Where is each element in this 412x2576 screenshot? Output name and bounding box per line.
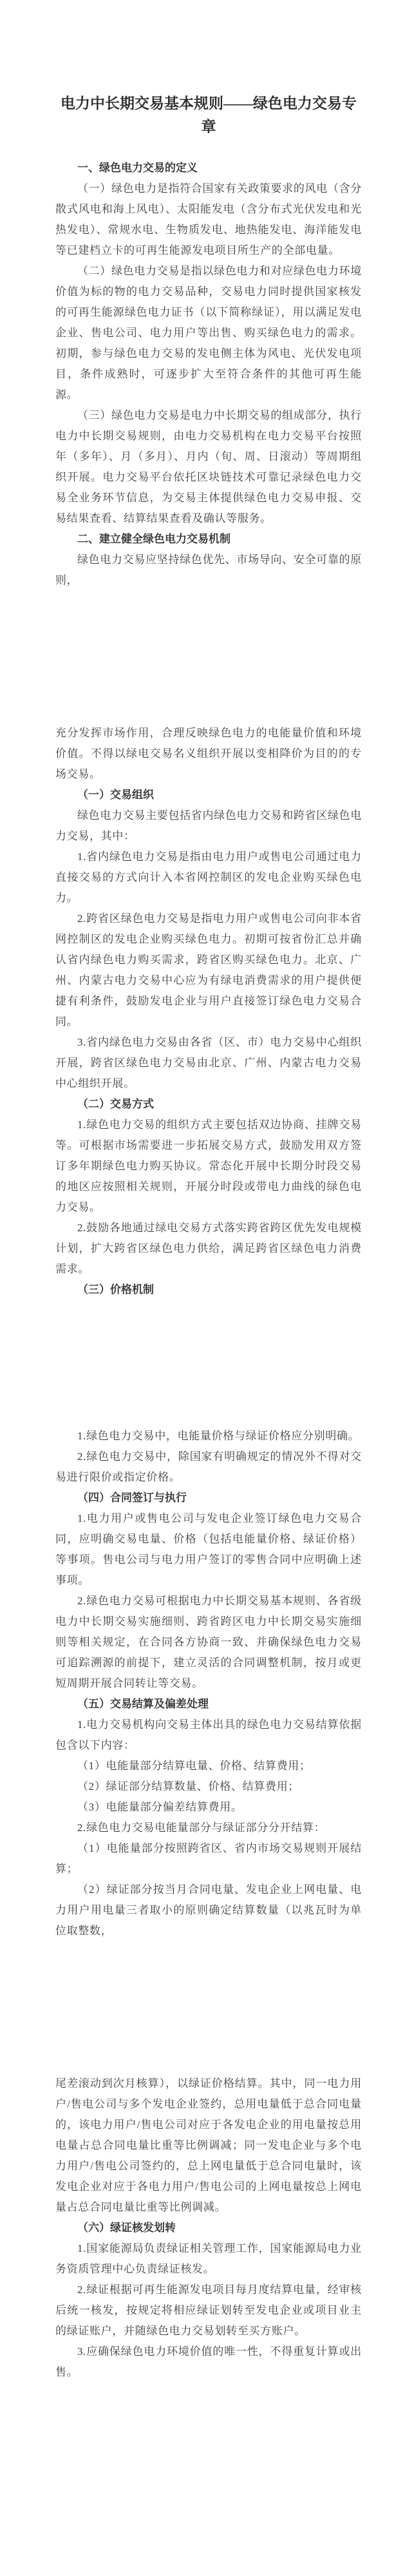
paragraph: 2.绿色电力交易可根据电力中长期交易基本规则、各省级电力中长期交易实施细则、跨省跨区电力中长期交易实施细则等相关规定，在合同各方协商一致、并确保绿色电力交易可追踪溯源的前提下，建立灵活的合同调整机制，按月或更短周期开展合同转让等交易。 <box>55 1595 362 1689</box>
sub-heading: （一）交易组织 <box>77 789 154 801</box>
content-gap <box>55 1300 362 1426</box>
paragraph: （1）电能量部分结算电量、价格、结算费用； <box>77 1760 311 1772</box>
section-heading: 二、建立健全绿色电力交易机制 <box>77 533 230 545</box>
paragraph: 2.鼓励各地通过绿电交易方式落实跨省跨区优先发电规模计划，扩大跨省区绿色电力供给，满足跨省区绿色电力消费需求。 <box>55 1222 362 1275</box>
paragraph: 绿色电力交易主要包括省内绿色电力交易和跨省区绿色电力交易，其中： <box>55 809 362 842</box>
paragraph: 3.省内绿色电力交易由各省（区、市）电力交易中心组织开展，跨省区绿色电力交易由北京、广州、内蒙古电力交易中心组织开展。 <box>55 1036 362 1090</box>
paragraph: （一）绿色电力是指符合国家有关政策要求的风电（含分散式风电和海上风电）、太阳能发电（含分布式光伏发电和光热发电）、常规水电、生物质发电、地热能发电、海洋能发电等已建档立卡的可再生能源发电项目所生产的全部电量。 <box>55 182 362 256</box>
paragraph: 2.跨省区绿色电力交易是指电力用户或售电公司向非本省网控制区的发电企业购买绿色电力。初期可按省份汇总并确认省内绿色电力购买需求，跨省区购买绿色电力。北京、广州、内蒙古电力交易中心应为有绿电消费需求的用户提供便捷有利条件，鼓励发电企业与用户直接签订绿色电力交易合同。 <box>55 912 362 1028</box>
content-gap <box>55 1941 362 2073</box>
paragraph: 1.省内绿色电力交易是指由电力用户或售电公司通过电力直接交易的方式向计入本省网控制区的发电企业购买绿色电力。 <box>55 851 362 904</box>
sub-heading: （二）交易方式 <box>77 1098 154 1110</box>
paragraph: 绿色电力交易应坚持绿色优先、市场导向、安全可靠的原则， <box>55 553 362 586</box>
paragraph: 2.绿色电力交易中，除国家有明确规定的情况外不得对交易进行限价或指定价格。 <box>55 1450 362 1483</box>
section-heading: 一、绿色电力交易的定义 <box>77 162 198 174</box>
sub-heading: （六）绿证核发划转 <box>77 2222 176 2234</box>
paragraph: （3）电能量部分偏差结算费用。 <box>77 1801 243 1813</box>
paragraph: （1）电能量部分按照跨省区、省内市场交易规则开展结算； <box>55 1842 362 1875</box>
paragraph: （二）绿色电力交易是指以绿色电力和对应绿色电力环境价值为标的物的电力交易品种，交易电力同时提供国家核发的可再生能源绿色电力证书（以下简称绿证），用以满足发电企业、售电公司、电力用户等出售、购买绿色电力的需求。初期，参与绿色电力交易的发电侧主体为风电、光伏发电项目，条件成熟时，可逐步扩大至符合条件的其他可再生能源。 <box>55 265 362 401</box>
paragraph: 充分发挥市场作用，合理反映绿色电力的电能量价值和环境价值。不得以绿电交易名义组织开展以变相降价为目的的专场交易。 <box>55 727 362 780</box>
sub-heading: （四）合同签订与执行 <box>77 1492 187 1504</box>
sub-heading: （三）价格机制 <box>77 1283 154 1296</box>
sub-heading: （五）交易结算及偏差处理 <box>77 1698 209 1710</box>
paragraph: 1.国家能源局负责绿证相关管理工作，国家能源局电力业务资质管理中心负责绿证核发。 <box>55 2242 362 2275</box>
paragraph: 2.绿证根据可再生能源发电项目每月度结算电量，经审核后统一核发，按规定将相应绿证划转至发电企业或项目业主的绿证账户，并随绿色电力交易划转至买方账户。 <box>55 2283 362 2337</box>
document-body <box>55 158 362 2383</box>
content-gap <box>55 591 362 723</box>
paragraph: 尾差滚动到次月核算），以绿证价格结算。其中，同一电力用户/售电公司与多个发电企业签约，总用电量低于总合同电量的，该电力用户/售电公司对应于各发电企业的用电量按总用电量占总合同电量比重等比例调减；同一发电企业与多个电力用户/售电公司签约的，总上网电量低于总合同电量时，该发电企业对应于各电力用户/售电公司的上网电量按总上网电量占总合同电量比重等比例调减。 <box>55 2077 362 2213</box>
paragraph: 1.绿色电力交易中，电能量价格与绿证价格应分别明确。 <box>77 1430 360 1442</box>
paragraph: 1.电力交易机构向交易主体出具的绿色电力交易结算依据包含以下内容： <box>55 1718 362 1751</box>
paragraph: 1.电力用户或售电公司与发电企业签订绿色电力交易合同，应明确交易电量、价格（包括电能量价格、绿证价格）等事项。售电公司与电力用户签订的零售合同中应明确上述事项。 <box>55 1512 362 1586</box>
paragraph: （三）绿色电力交易是电力中长期交易的组成部分，执行电力中长期交易规则，由电力交易机构在电力交易平台按照年（多年）、月（多月）、月内（旬、周、日滚动）等周期组织开展。电力交易平台依托区块链技术可靠记录绿色电力交易全业务环节信息，为交易主体提供绿色电力交易申报、交易结果查看、结算结果查看及确认等服务。 <box>55 409 362 524</box>
paragraph: 1.绿色电力交易的组织方式主要包括双边协商、挂牌交易等。可根据市场需要进一步拓展交易方式，鼓励发用双方签订多年期绿色电力购买协议。常态化开展中长期分时段交易的地区应按照相关规则，开展分时段或带电力曲线的绿色电力交易。 <box>55 1119 362 1213</box>
paragraph: 2.绿色电力交易电能量部分与绿证部分分开结算： <box>77 1821 326 1834</box>
paragraph: （2）绿证部分按当月合同电量、发电企业上网电量、电力用户用电量三者取小的原则确定结算数量（以兆瓦时为单位取整数， <box>55 1883 362 1937</box>
paragraph: 3.应确保绿色电力环境价值的唯一性，不得重复计算或出售。 <box>55 2345 362 2378</box>
paragraph: （2）绿证部分结算数量、价格、结算费用； <box>77 1780 300 1793</box>
document-title: 电力中长期交易基本规则——绿色电力交易专章 <box>61 95 357 135</box>
